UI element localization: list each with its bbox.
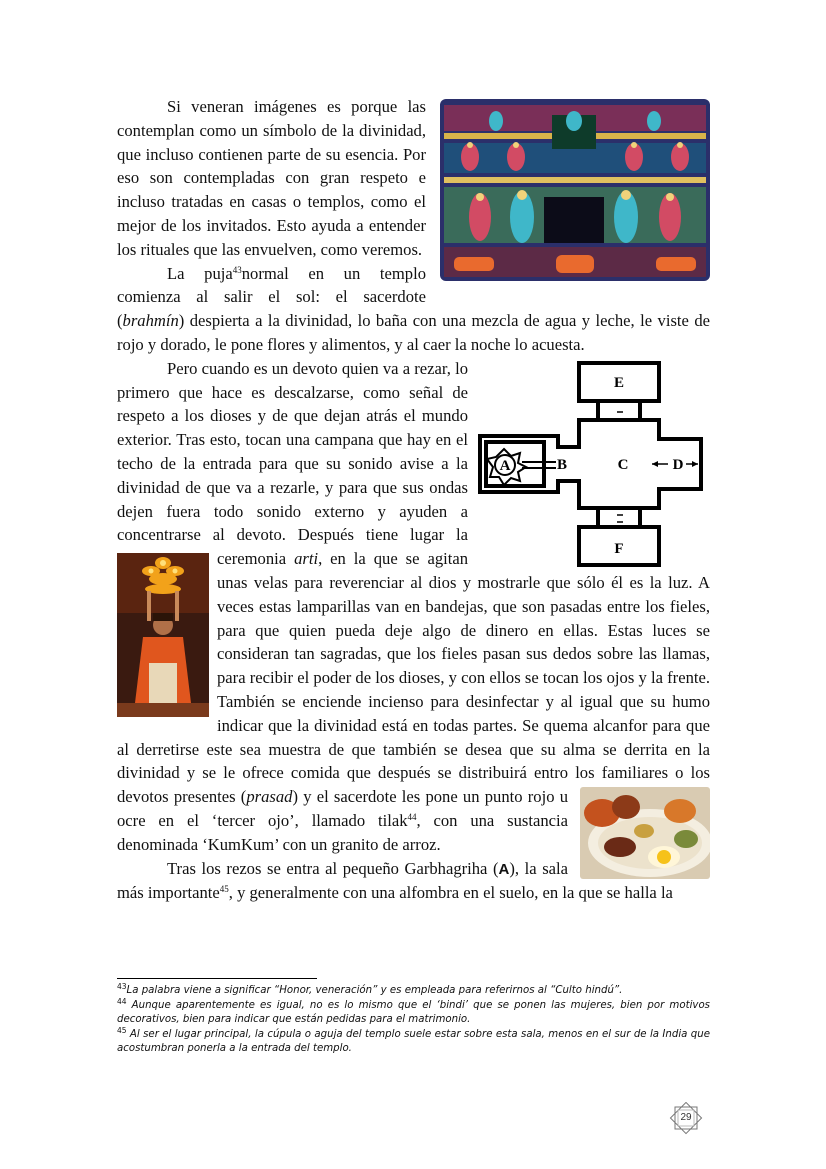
footnote-separator <box>117 978 317 979</box>
page-number-badge <box>664 1102 708 1138</box>
paragraph-3-text: Pero cuando es un devoto quien va a rezar, lo primero que hace es descalzarse, como señal de respeto a los dioses y de que dejan atrás el mundo exterior. Tras esto, tocan una campana que hay en el techo de la entrada para que su sonido avise a la divinidad de que va a rezarle, y para que sus ondas dejen fuera todo sonido externo y ayuden a concentrarse al devoto. Después tiene lugar la ceremonia <box>117 358 468 569</box>
paragraph-3-text: , en la que se agitan unas velas para reverenciar al dios y mostrarle que sólo él es la luz. A veces estas lamparillas van en bandejas, que son pasadas entre los fieles, para que quien pueda deje algo de dinero en ellas. Estas luces se consideran tan sagradas, que los fieles pasan sus dedos sobre las llamas, para recibir el poder de los dioses, y con ellos se tocan los ojos y la frente. También se enciende incienso para desinfectar y al igual que su humo indicar que la divinidad está en todas partes. Se quema alcanfor para que al derretirse este sea muestra de que también se desea que su alma se derrita en la divinidad y se le ofrece comida que después se distribuirá entro los familiares o los devotos presentes ( <box>117 549 710 807</box>
footnote-ref-43: 43 <box>232 264 242 275</box>
footnote-ref-44: 44 <box>407 811 417 822</box>
prasad-food-photo <box>580 787 710 879</box>
diagram-label-a: A <box>499 457 511 474</box>
diagram-label-b: B <box>556 456 568 473</box>
footnote-number: 45 <box>117 1025 127 1035</box>
footnotes <box>117 984 710 1057</box>
footnote-number: 44 <box>117 996 127 1006</box>
paragraph-2-text: La puja <box>167 263 233 283</box>
paragraph-4-text: ), la sala más importante <box>117 858 568 903</box>
paragraph-3-text: ) y el sacerdote les pone un punto rojo u ocre en el ‘tercer ojo’, llamado tilak <box>117 787 569 830</box>
label-a-reference: A <box>498 860 510 878</box>
paragraph-3 <box>117 357 710 857</box>
paragraph-4-text: Tras los rezos se entra al pequeño Garbhagriha ( <box>167 858 499 878</box>
footnote-ref-45: 45 <box>219 884 229 895</box>
diagram-label-e: E <box>613 374 625 391</box>
diagram-label-c: C <box>617 456 629 473</box>
footnote-text: Aunque aparentemente es igual, no es lo mismo que el ‘bindi’ que se ponen las mujeres, bien por motivos decorativos, bien para indicar que están pedidas para el matrimonio. <box>117 999 710 1026</box>
diagram-label-f: F <box>614 540 624 557</box>
footnote-text: Al ser el lugar principal, la cúpula o aguja del templo suele estar sobre esta sala, menos en el sur de la India que acostumbran ponerla a la entrada del templo. <box>117 1028 710 1055</box>
footnote-44 <box>117 996 710 1028</box>
diagram-label-d: D <box>672 456 684 473</box>
footnote-text: La palabra viene a significar “Honor, veneración” y es empleada para referirnos al “Culto hindú”. <box>126 985 623 996</box>
footnote-number: 43 <box>117 982 127 991</box>
footnote-43 <box>117 984 710 999</box>
page-number: 29 <box>680 1112 692 1123</box>
term-prasad: prasad <box>246 787 293 807</box>
temple-floor-plan-diagram <box>478 359 710 569</box>
temple-gopuram-photo <box>440 99 710 281</box>
term-brahmin: brahmín <box>122 311 179 331</box>
paragraph-2-text: normal en un templo comienza al salir el sol: el sacerdote ( <box>117 263 426 331</box>
paragraph-2-text: ) despierta a la divinidad, lo baña con una mezcla de agua y leche, le viste de rojo y dorado, le pone flores y alimentos, y al caer la noche lo acuesta. <box>117 311 710 354</box>
footnote-45 <box>117 1025 710 1057</box>
body-text <box>117 95 710 905</box>
paragraph-1: Si veneran imágenes es porque las contemplan como un símbolo de la divinidad, que incluso contienen parte de su esencia. Por eso son contempladas con gran respeto e incluso tratadas en casas o templos, como el mejor de los invitados. Esto ayuda a entender los rituales que las envuelven, como veremos. <box>117 97 426 259</box>
aarti-priest-photo <box>117 553 209 717</box>
paragraph-3-text: , con una sustancia denominada ‘KumKum’ con un granito de arroz. <box>117 810 568 854</box>
paragraph-4-text: , y generalmente con una alfombra en el suelo, en la que se halla la <box>228 883 673 903</box>
term-arti: arti <box>294 549 319 569</box>
